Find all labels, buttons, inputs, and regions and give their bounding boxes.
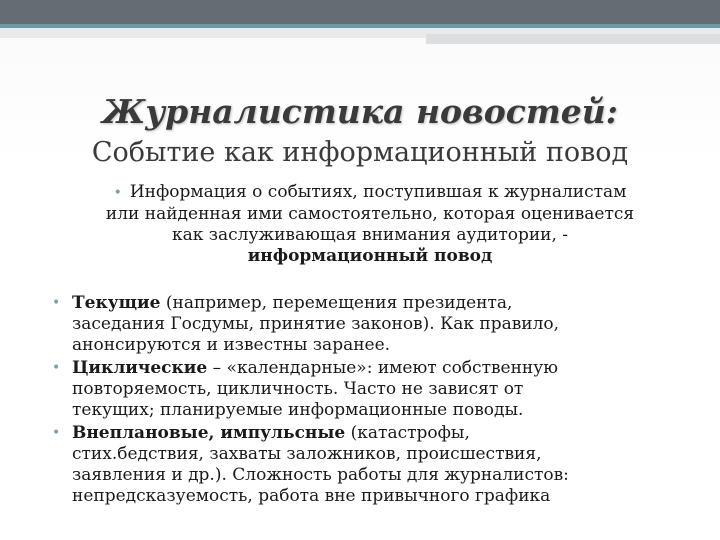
term-unplanned: Внеплановые, импульсные (72, 423, 346, 443)
list-item-unplanned (50, 423, 700, 507)
slide-subtitle: Событие как информационный повод (91, 137, 629, 168)
list-item-text: – «календарные»: имеют собственную (207, 358, 559, 378)
list-item-line (72, 358, 700, 379)
term-current: Текущие (72, 293, 161, 313)
list-item-line: заседания Госдумы, принятие законов). Как правило, (72, 314, 560, 334)
definition-line-1 (60, 182, 680, 204)
list-item-cyclic (50, 358, 700, 421)
list-item-line: повторяемость, цикличность. Часто не зависят от (72, 379, 524, 399)
list-item-line: текущих; планируемые информационные поводы. (72, 400, 524, 420)
bullet-icon: • (52, 360, 61, 376)
bullet-icon: • (113, 185, 122, 201)
term-cyclic: Циклические (72, 358, 208, 378)
definition-term: информационный повод (247, 246, 493, 266)
list-item-line (72, 423, 700, 444)
header-band-dark (0, 0, 720, 24)
list-item-line (72, 293, 700, 314)
list-item-line: анонсируются и известны заранее. (72, 335, 391, 355)
list-item-current (50, 293, 700, 356)
list-item-line: стих.бедствия, захваты заложников, происшествия, (72, 444, 542, 464)
list-item-line: заявления и др.). Сложность работы для журналистов: (72, 465, 569, 485)
definition-line-3: как заслуживающая внимания аудитории, - (171, 225, 569, 245)
list-item-text: (например, перемещения президента, (160, 293, 513, 313)
list-item-line: непредсказуемость, работа вне привычного графика (72, 486, 551, 506)
definition-block (60, 182, 680, 267)
header-band-light-right (426, 34, 720, 44)
bullet-icon: • (52, 295, 61, 311)
list-item-text: (катастрофы, (345, 423, 470, 443)
definition-line-2: или найденная ими самостоятельно, которая оценивается (105, 204, 635, 224)
slide-title: Журналистика новостей: (102, 92, 618, 131)
event-types-list (50, 293, 700, 509)
bullet-icon: • (52, 425, 61, 441)
definition-text-1: Информация о событиях, поступившая к журналистам (129, 182, 627, 202)
